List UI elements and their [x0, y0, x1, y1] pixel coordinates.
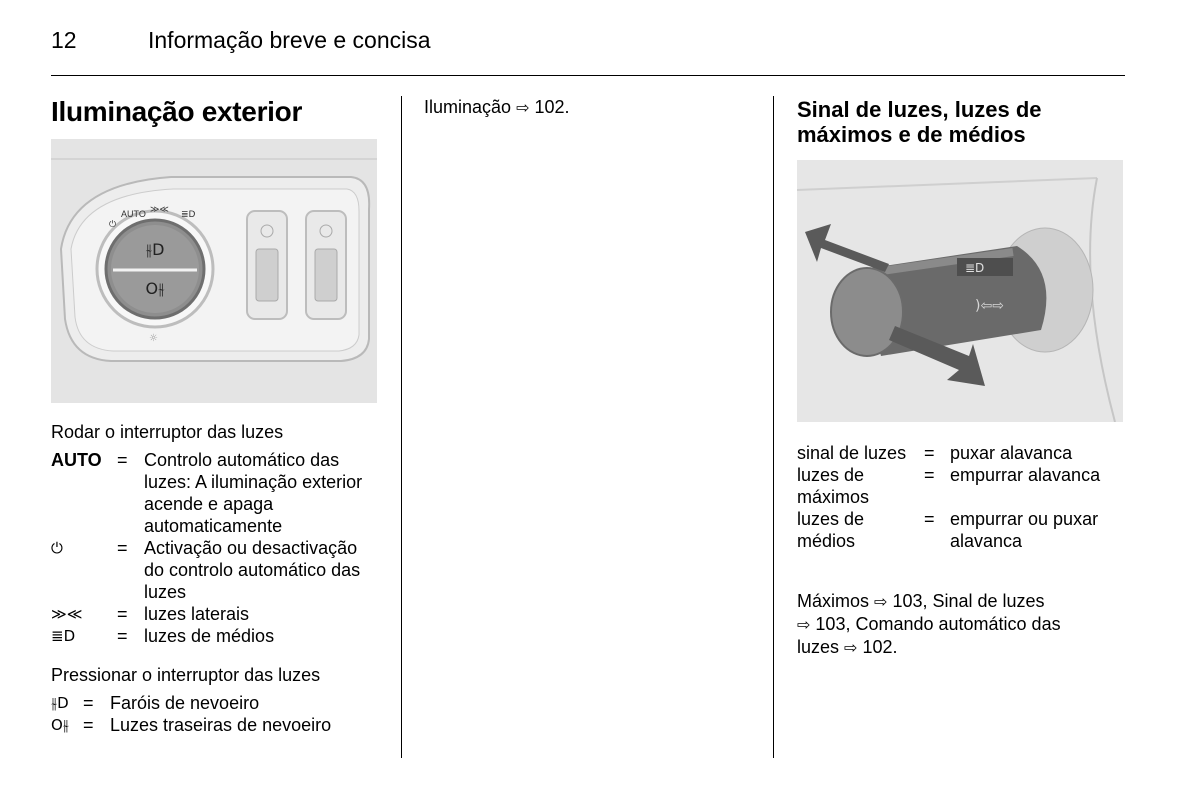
- definition-text: Controlo automático das luzes: A iluminação exterior acende e apaga automaticamente: [144, 450, 363, 536]
- definition-row: [797, 464, 1123, 508]
- definition-text: empurrar ou puxar alavanca: [950, 509, 1099, 551]
- front-fog-light-icon: ⫳D: [51, 694, 69, 712]
- definition-row: [51, 603, 381, 625]
- reference-text: Máximos: [797, 591, 870, 611]
- svg-text:☼: ☼: [149, 333, 158, 344]
- definition-text: empurrar alavanca: [950, 465, 1101, 485]
- definition-row: [51, 537, 381, 603]
- term-flash: sinal de luzes: [797, 443, 907, 463]
- cross-references: [797, 590, 1117, 659]
- definition-row: [51, 714, 381, 736]
- lever-drawing: [797, 160, 1123, 422]
- svg-text:O⫳: O⫳: [145, 279, 165, 298]
- equals-sign: =: [117, 626, 128, 646]
- low-beam-icon: ≣D: [51, 627, 76, 645]
- reference-text: Iluminação: [424, 97, 512, 117]
- definition-row: [51, 449, 381, 537]
- power-icon: ⏻: [51, 539, 63, 557]
- column-divider-2: [773, 96, 774, 758]
- equals-sign: =: [83, 693, 94, 713]
- light-switch-drawing: [51, 139, 377, 403]
- lever-definition-list: [797, 442, 1123, 552]
- rotate-instruction: Rodar o interruptor das luzes: [51, 422, 284, 442]
- rear-fog-light-icon: O⫳: [51, 716, 69, 734]
- definition-text: luzes de médios: [144, 626, 275, 646]
- section-heading-exterior-lighting: Iluminação exterior: [51, 96, 303, 127]
- svg-text:⏻: ⏻: [109, 220, 117, 230]
- reference-text: 102.: [862, 637, 898, 657]
- definition-text: Activação ou desactivação do controlo automático das luzes: [144, 538, 361, 602]
- auto-label: AUTO: [121, 209, 146, 219]
- definition-text: luzes laterais: [144, 604, 250, 624]
- svg-text:≣D: ≣D: [181, 210, 196, 220]
- reference-line: [797, 613, 1117, 636]
- definition-row: [51, 692, 381, 714]
- chapter-title: Informação breve e concisa: [148, 27, 431, 53]
- definition-row: [51, 625, 381, 647]
- svg-text:≫≪: ≫≪: [150, 205, 169, 215]
- light-switch-illustration: [51, 139, 377, 403]
- side-lights-icon: ≫≪: [51, 605, 83, 623]
- term-auto: AUTO: [51, 450, 102, 470]
- header-divider: [51, 75, 1125, 76]
- definition-text: puxar alavanca: [950, 443, 1073, 463]
- page-reference-arrow-icon: ⇨: [874, 592, 888, 611]
- equals-sign: =: [117, 604, 128, 624]
- section-heading-beam-signals: Sinal de luzes, luzes de máximos e de médios: [797, 97, 1042, 147]
- equals-sign: =: [924, 465, 935, 485]
- definition-row: [797, 442, 1123, 464]
- term-high-beam: luzes de máximos: [797, 465, 870, 507]
- page-reference-arrow-icon: ⇨: [844, 638, 858, 657]
- page-reference-arrow-icon: ⇨: [516, 98, 530, 117]
- svg-text:)⇦⇨: )⇦⇨: [975, 298, 1004, 314]
- equals-sign: =: [924, 443, 935, 463]
- equals-sign: =: [117, 450, 128, 470]
- turn-signal-lever-illustration: [797, 160, 1123, 422]
- term-low-beam: luzes de médios: [797, 509, 865, 551]
- reference-text: 103, Comando automático das: [815, 614, 1061, 634]
- reference-line: [797, 636, 1117, 659]
- svg-text:≣D: ≣D: [965, 261, 985, 275]
- page-reference-arrow-icon: ⇨: [797, 615, 811, 634]
- cross-reference-lighting: [424, 96, 570, 119]
- definition-row: [797, 508, 1123, 552]
- svg-text:⫳D: ⫳D: [145, 240, 165, 259]
- column-divider-1: [401, 96, 402, 758]
- definition-text: Luzes traseiras de nevoeiro: [110, 715, 332, 735]
- rotate-definition-list: [51, 449, 381, 647]
- press-instruction: Pressionar o interruptor das luzes: [51, 665, 321, 685]
- reference-text: luzes: [797, 637, 840, 657]
- definition-text: Faróis de nevoeiro: [110, 693, 260, 713]
- page-number: 12: [51, 27, 77, 53]
- equals-sign: =: [83, 715, 94, 735]
- reference-line: [797, 590, 1117, 613]
- press-definition-list: [51, 692, 381, 736]
- page-reference: 102.: [534, 97, 570, 117]
- equals-sign: =: [117, 538, 128, 558]
- reference-text: 103, Sinal de luzes: [892, 591, 1045, 611]
- equals-sign: =: [924, 509, 935, 529]
